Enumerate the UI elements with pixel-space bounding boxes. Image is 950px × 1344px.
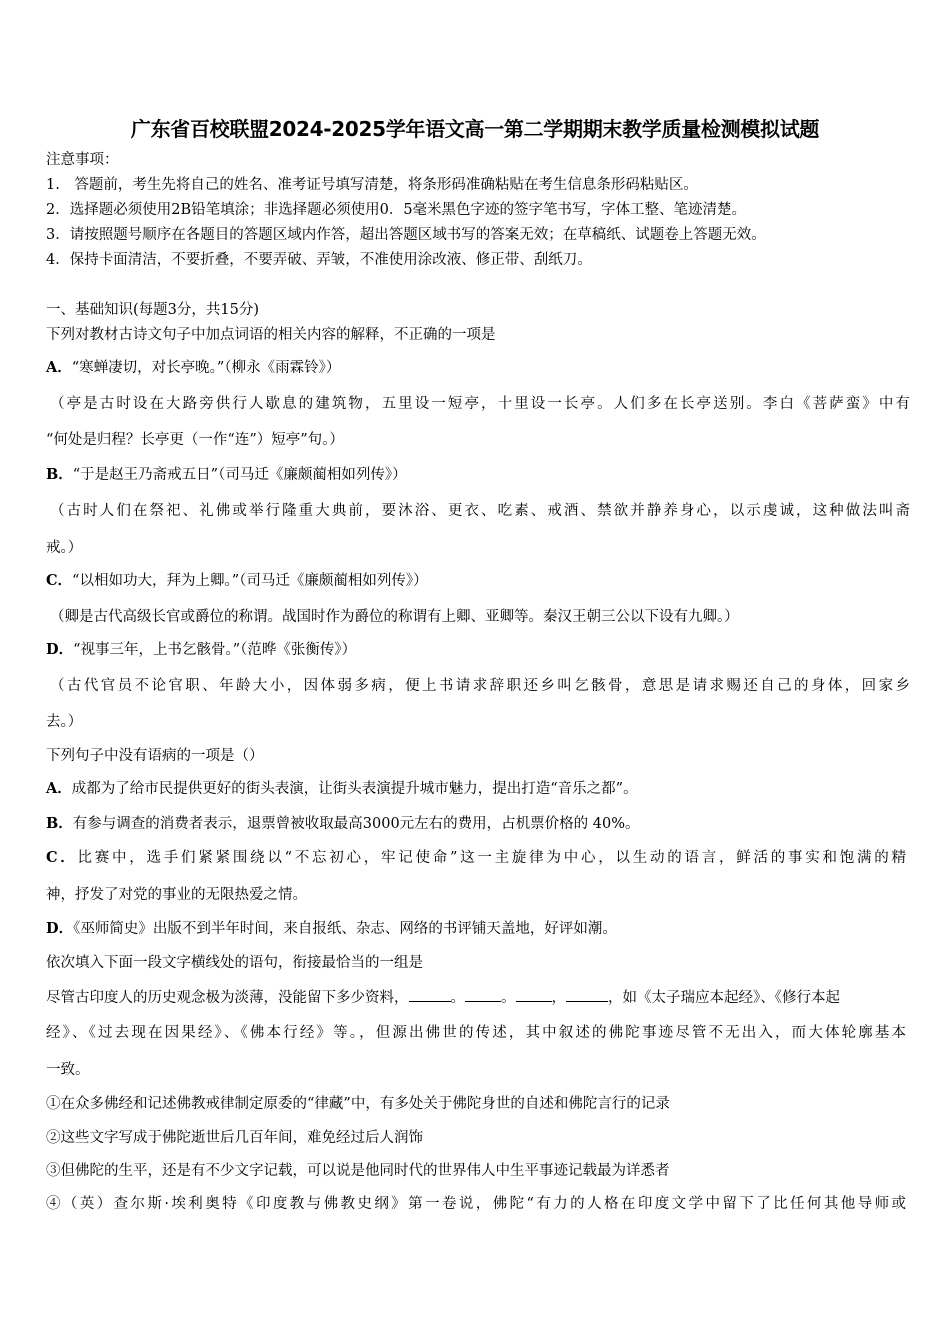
q3-choice-1: ①在众多佛经和记述佛教戒律制定原委的“律藏”中，有多处关于佛陀身世的自述和佛陀言行的记录 (46, 1096, 670, 1112)
q2-option-b (46, 814, 640, 834)
option-text: 有参与调查的消费者表示，退票曾被收取最高3000元左右的费用，占机票价格的 40%。 (72, 816, 640, 832)
q1-option-d-note-cont: 去。） (46, 714, 83, 730)
note-text: （古代官员不论官职、年龄大小，因体弱多病，便上书请求辞职还乡叫乞骸骨，意思是请求赐还自己的身体，回家乡 (50, 678, 910, 694)
q3-paragraph-line-1 (46, 987, 840, 1008)
option-text: “于是赵王乃斋戒五日”（司马迁《廉颇蔺相如列传》） (72, 467, 407, 483)
option-letter: A． (46, 359, 72, 376)
notice-item-4: 4．保持卡面清洁，不要折叠，不要弄破、弄皱，不准使用涂改液、修正带、刮纸刀。 (46, 252, 592, 268)
q3-paragraph-line-2 (46, 1023, 906, 1043)
answer-blank-4 (566, 987, 608, 1002)
option-text: 《巫师简史》出版不到半年时间，来自报纸、杂志、网络的书评铺天盖地，好评如潮。 (73, 921, 617, 937)
option-text: “以相如功大，拜为上卿。”（司马迁《廉颇蔺相如列传》） (72, 573, 428, 589)
q3-choice-2: ②这些文字写成于佛陀逝世后几百年间，难免经过后人润饰 (46, 1130, 423, 1146)
blank-separator: 。 (501, 990, 516, 1006)
section-heading: 一、基础知识(每题3分，共15分) (46, 302, 259, 318)
option-text: 成都为了给市民提供更好的街头表演，让街头表演提升城市魅力，提出打造“音乐之都”。 (71, 781, 638, 797)
q3-choice-4 (46, 1194, 906, 1214)
option-letter: A． (46, 780, 72, 797)
q1-option-b (46, 465, 407, 485)
q1-option-c-note: （卿是古代高级长官或爵位的称谓。战国时作为爵位的称谓有上卿、亚卿等。秦汉王朝三公以下设有九卿。） (50, 609, 739, 625)
option-letter: C． (46, 572, 73, 589)
q1-option-b-note (50, 501, 910, 521)
paragraph-text: ，如《太子瑞应本起经》、《修行本起 (608, 990, 840, 1006)
option-text: “视事三年，上书乞骸骨。”（范晔《张衡传》） (73, 642, 357, 658)
option-letter: D． (46, 920, 74, 937)
question-2-stem: 下列句子中没有语病的一项是（） (46, 748, 264, 764)
q1-option-d-note (50, 676, 910, 696)
q2-option-c (46, 848, 906, 868)
q3-paragraph-line-3: 一致。 (46, 1062, 90, 1078)
q1-option-d (46, 640, 356, 660)
q1-option-c (46, 571, 428, 591)
notice-item-2: 2．选择题必须使用2B铅笔填涂；非选择题必须使用0．5毫米黑色字迹的签字笔书写，字体工整、笔迹清楚。 (46, 202, 747, 218)
q3-choice-3: ③但佛陀的生平，还是有不少文字记载，可以说是他同时代的世界伟人中生平事迹记载最为详悉者 (46, 1163, 670, 1179)
q1-option-a (46, 358, 340, 378)
blank-separator: ， (551, 990, 566, 1006)
option-text: 比赛中，选手们紧紧围绕以“不忘初心，牢记使命”这一主旋律为中心，以生动的语言，鲜活的事实和饱满的精 (77, 850, 906, 866)
question-1-stem: 下列对教材古诗文句子中加点词语的相关内容的解释，不正确的一项是 (46, 327, 496, 343)
q1-option-a-note (50, 394, 910, 414)
answer-blank-2 (465, 987, 501, 1002)
notice-item-3: 3．请按照题号顺序在各题目的答题区域内作答，超出答题区域书写的答案无效；在草稿纸、试题卷上答题无效。 (46, 227, 766, 243)
blank-separator: 。 (450, 990, 465, 1006)
option-letter: B． (46, 466, 73, 483)
q1-option-b-note-cont: 戒。） (46, 540, 83, 556)
option-c-first-line (46, 848, 906, 868)
note-text: （古时人们在祭祀、礼佛或举行隆重大典前，要沐浴、更衣、吃素、戒酒、禁欲并静养身心，以示虔诚，这种做法叫斋 (50, 503, 910, 519)
note-text: （亭是古时设在大路旁供行人歇息的建筑物，五里设一短亭，十里设一长亭。人们多在长亭送别。李白《菩萨蛮》中有 (50, 396, 910, 412)
choice-text: ④（英）查尔斯·埃利奥特《印度教与佛教史纲》第一卷说，佛陀“有力的人格在印度文学中留下了比任何其他导师或 (46, 1196, 906, 1212)
page-title: 广东省百校联盟2024-2025学年语文高一第二学期期末教学质量检测模拟试题 (130, 117, 820, 141)
q2-option-c-cont: 神，抒发了对党的事业的无限热爱之情。 (46, 887, 307, 903)
question-3-stem: 依次填入下面一段文字横线处的语句，衔接最恰当的一组是 (46, 955, 423, 971)
q2-option-d (46, 919, 617, 939)
option-text: “寒蝉凄切，对长亭晚。”（柳永《雨霖铃》） (71, 360, 341, 376)
notice-item-1: 1. 答题前，考生先将自己的姓名、准考证号填写清楚，将条形码准确粘贴在考生信息条形码粘贴区。 (46, 177, 698, 193)
option-letter: B． (46, 815, 73, 832)
option-letter: D． (46, 641, 74, 658)
answer-blank-3 (516, 987, 552, 1002)
notice-heading: 注意事项： (46, 152, 119, 168)
answer-blank-1 (409, 987, 451, 1002)
paragraph-text: 尽管古印度人的历史观念极为淡薄，没能留下多少资料， (46, 990, 409, 1006)
option-letter: C． (46, 849, 78, 866)
paragraph-text: 经》、《过去现在因果经》、《佛本行经》等。，但源出佛世的传述，其中叙述的佛陀事迹尽管不无出入，而大体轮廓基本 (46, 1025, 906, 1041)
q1-option-a-note-cont: “何处是归程？长亭更（一作“连”）短亭”句。） (46, 432, 344, 448)
q2-option-a (46, 779, 638, 799)
